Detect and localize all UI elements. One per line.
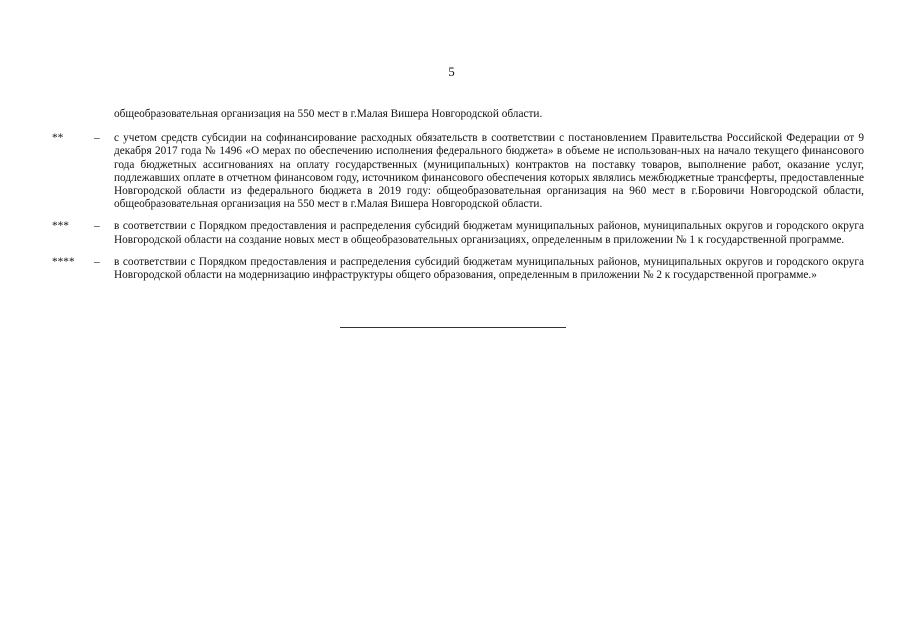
- footnote-text: в соответствии с Порядком предоставления и распределения субсидий бюджетам муниципальных районов, муниципальных округов и городского округа Новгородской области на создание новых мест в общеобразовательных организациях, определенным в приложении № 1 к государственной программе.: [114, 220, 864, 246]
- footnote-dash: –: [94, 132, 100, 145]
- footnote-text: с учетом средств субсидии на софинансирование расходных обязательств в соответствии с постановлением Правительства Российской Федерации от 9 декабря 2017 года № 1496 «О мерах по обеспечению исполнения федерального бюджета» в объеме не использован-ных на начало текущего финансового года бюджетных ассигнованиях на оплату государственных (муниципальных) контрактов на поставку товаров, выполнение работ, оказание услуг, подлежавших оплате в отчетном финансовом году, источником финансового обеспечения которых являлись межбюджетные трансферты, предоставленные Новгородской области из федерального бюджета в 2019 году: общеобразовательная организация на 960 мест в г.Боровичи Новгородской области, общеобразовательная организация на 550 мест в г.Малая Вишера Новгородской области.: [114, 132, 864, 211]
- footnote-marker: ***: [52, 220, 69, 233]
- page-number: 5: [448, 64, 455, 79]
- footnotes-block: [52, 108, 864, 291]
- end-of-text-rule: [340, 327, 566, 328]
- continuation-text: общеобразовательная организация на 550 мест в г.Малая Вишера Новгородской области.: [114, 108, 543, 120]
- footnote-dash: –: [94, 220, 100, 233]
- footnote-text: в соответствии с Порядком предоставления и распределения субсидий бюджетам муниципальных районов, муниципальных округов и городского округа Новгородской области на модернизацию инфраструктуры общего образования, определенным в приложении № 2 к государственной программе.»: [114, 255, 864, 282]
- footnote-double-asterisk: [52, 132, 864, 211]
- footnote-marker: ****: [52, 255, 75, 268]
- footnote-triple-asterisk: [52, 220, 864, 246]
- footnote-quadruple-asterisk: [52, 256, 864, 282]
- footnote-dash: –: [94, 255, 100, 268]
- footnote-marker: **: [52, 132, 64, 145]
